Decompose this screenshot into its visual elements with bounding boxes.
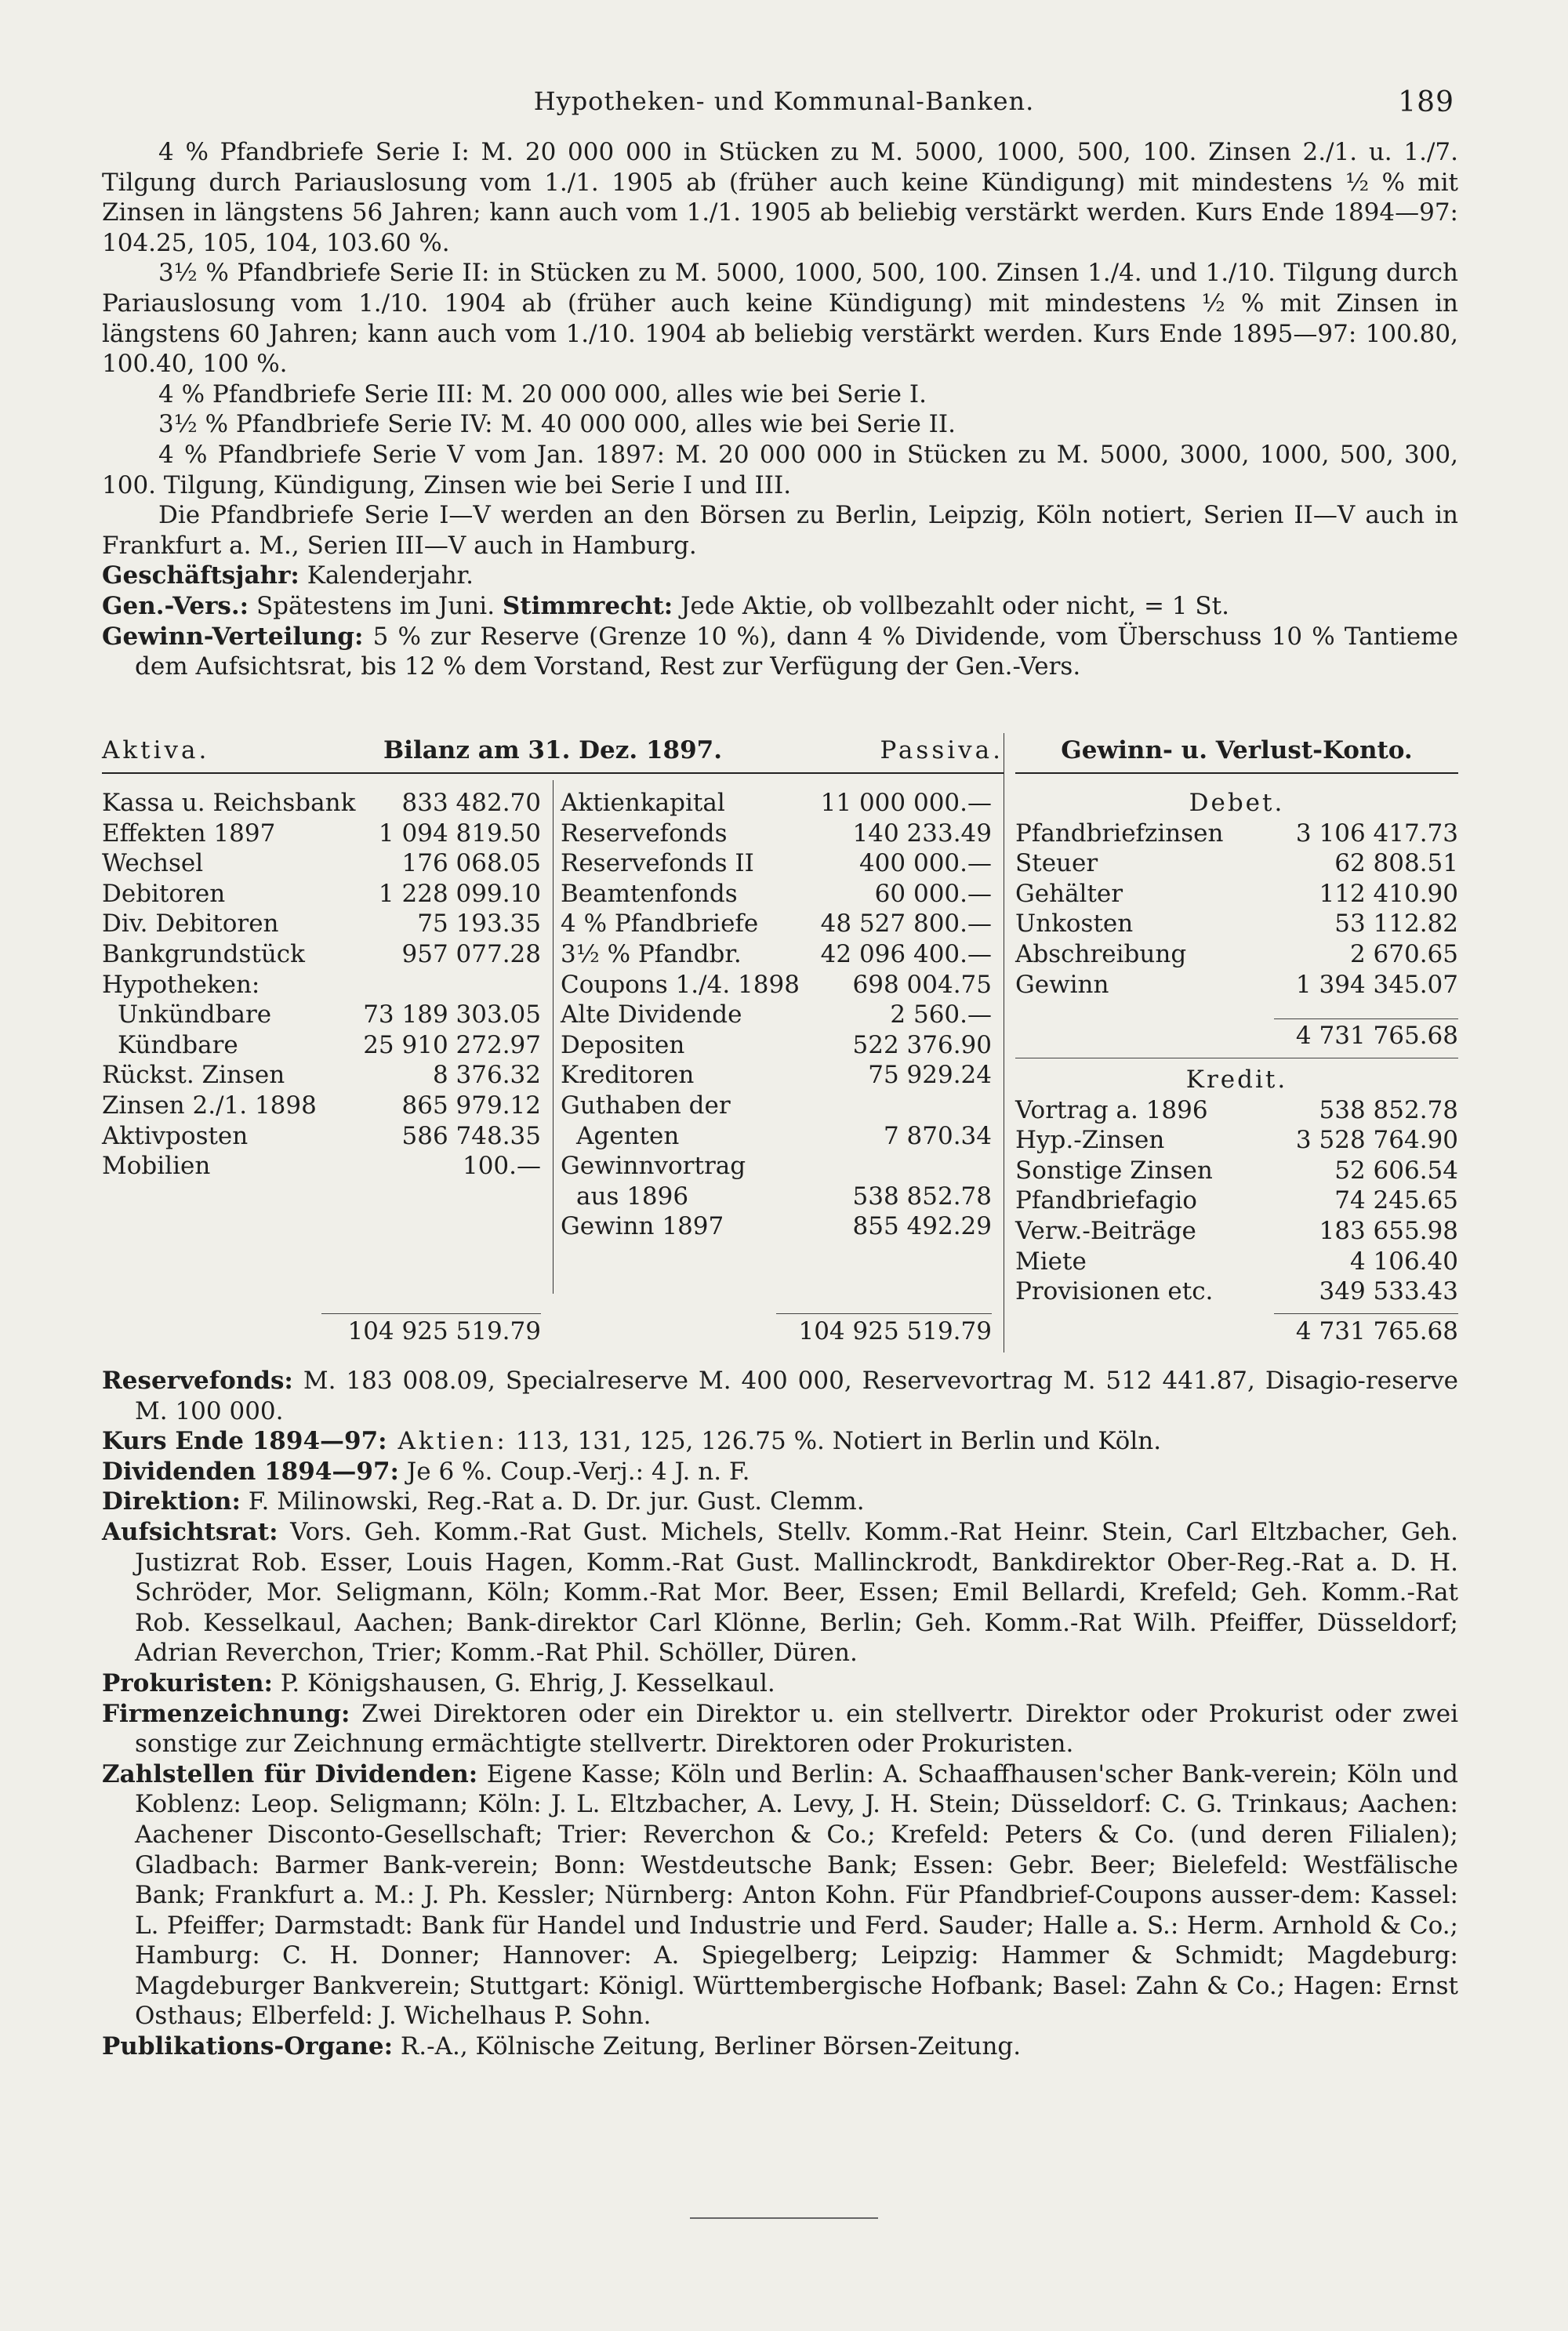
passiva-row [561, 819, 992, 849]
debet-row-value: 3 106 417.73 [1295, 819, 1458, 848]
aktiva-row [102, 1121, 541, 1152]
pfandbriefe-section [102, 137, 1458, 682]
aktiva-row-value: 586 748.35 [401, 1121, 541, 1150]
text-gen-vers: Spätestens im Juni. [249, 591, 503, 620]
reservefonds-line [102, 1366, 1458, 1426]
debet-row-label: Steuer [1015, 849, 1098, 878]
label-publikations-organe: Publikations-Organe: [102, 2032, 394, 2061]
aktiva-row-value: 833 482.70 [401, 789, 541, 817]
text-zahlstellen: Eigene Kasse; Köln und Berlin: A. Schaaffhausen'scher Bank-verein; Köln und Koblenz: Leop. Seligmann; Köln: J. L. Eltzbacher, A. Levy, J. H. Stein; Düsseldorf: C. G. Trinkaus; Aachen: Aachener Disconto-Gesellschaft; Trier: Reverchon & Co.; Krefeld: Peters & Co. (und deren Filialen); Gladbach: Barmer Bank-verein; Bonn: Westdeutsche Bank; Essen: Gebr. Beer; Bielefeld: Westfälische Bank; Frankfurt a. M.: J. Ph. Kessler; Nürnberg: Anton Kohn. Für Pfandbrief-Coupons ausser-dem: Kassel: L. Pfeiffer; Darmstadt: Bank für Handel und Industrie und Ferd. Sauder; Halle a. S.: Herm. Arnhold & Co.; Hamburg: C. H. Donner; Hannover: A. Spiegelberg; Leipzig: Hammer & Schmidt; Magdeburg: Magdeburger Bankverein; Stuttgart: Königl. Württembergische Hofbank; Basel: Zahn & Co.; Hagen: Ernst Osthaus; Elberfeld: J. Wichelhaus P. Sohn. [135, 1759, 1458, 2031]
kredit-row-label: Sonstige Zinsen [1015, 1156, 1213, 1185]
aktiva-row [102, 939, 541, 970]
passiva-row-label: Beamtenfonds [561, 879, 738, 908]
debet-row [1015, 970, 1458, 1000]
passiva-row-label: Agenten [576, 1121, 680, 1150]
text-kurs: 113, 131, 125, 126.75 %. Notiert in Berlin und Köln. [507, 1427, 1162, 1456]
gewinn-verteilung-line [102, 622, 1458, 682]
passiva-row-label: Alte Dividende [561, 1000, 742, 1029]
debet-row-label: Abschreibung [1015, 939, 1187, 968]
kredit-row-label: Verw.-Beiträge [1015, 1216, 1196, 1245]
aktiva-row-label: Debitoren [102, 879, 226, 908]
label-gewinn-verteilung: Gewinn-Verteilung: [102, 622, 364, 651]
passiva-sum-line [776, 1313, 992, 1314]
passiva-row-label: Kreditoren [561, 1061, 695, 1090]
aktiva-list [102, 788, 541, 1182]
aktiva-row-label: Kassa u. Reichsbank [102, 789, 356, 817]
label-firmenzeichnung: Firmenzeichnung: [102, 1699, 350, 1728]
aktiva-row-value: 73 189 303.05 [363, 1000, 541, 1029]
kurs-line [102, 1426, 1458, 1457]
guv-title: Gewinn- u. Verlust-Konto. [1061, 736, 1413, 764]
kredit-row [1015, 1156, 1458, 1186]
bilanz-rule [102, 772, 1004, 774]
label-gen-vers: Gen.-Vers.: [102, 591, 249, 620]
aktiva-row [102, 1030, 541, 1061]
passiva-row-label: Gewinnvortrag [561, 1152, 746, 1181]
kredit-row [1015, 1216, 1458, 1247]
aktiva-row [102, 788, 541, 819]
debet-row-label: Pfandbriefzinsen [1015, 819, 1224, 848]
label-stimmrecht: Stimmrecht: [502, 591, 673, 620]
passiva-row [561, 1030, 992, 1061]
passiva-row-value: 2 560.— [890, 1000, 992, 1029]
kredit-row-value: 349 533.43 [1319, 1277, 1458, 1306]
direktion-line [102, 1487, 1458, 1517]
passiva-row-label: Aktienkapital [561, 789, 725, 817]
label-geschaeftsjahr: Geschäftsjahr: [102, 561, 299, 590]
guv-table [1015, 733, 1458, 1352]
kredit-row-label: Hyp.-Zinsen [1015, 1126, 1165, 1155]
aktiva-row-value: 176 068.05 [401, 849, 541, 878]
geschaeftsjahr-line [102, 561, 1458, 591]
passiva-row-value: 140 233.49 [852, 819, 992, 848]
debet-row [1015, 819, 1458, 849]
text-firmenzeichnung: Zwei Direktoren oder ein Direktor u. ein stellvertr. Direktor oder Prokurist oder zwei sonstige zur Zeichnung ermächtigte stellvertr. Direktoren oder Prokuristen. [135, 1699, 1458, 1759]
label-zahlstellen: Zahlstellen für Dividenden: [102, 1759, 478, 1788]
debet-row [1015, 909, 1458, 939]
aktiva-row [102, 1060, 541, 1091]
running-title: Hypotheken- und Kommunal-Banken. [533, 86, 1035, 116]
passiva-row-value: 11 000 000.— [820, 789, 992, 817]
label-reservefonds: Reservefonds: [102, 1367, 293, 1395]
kredit-heading [1015, 1065, 1458, 1095]
text-publikations-organe: R.-A., Kölnische Zeitung, Berliner Börsen-Zeitung. [393, 2032, 1022, 2061]
debet-heading [1015, 788, 1458, 819]
paragraph-serie-4: 3½ % Pfandbriefe Serie IV: M. 40 000 000, alles wie bei Serie II. [158, 410, 956, 439]
aktiva-row-label: Kündbare [118, 1030, 238, 1059]
passiva-row-value: 538 852.78 [852, 1182, 992, 1211]
firmenzeichnung-line [102, 1699, 1458, 1759]
publikations-organe-line [102, 2031, 1458, 2062]
aufsichtsrat-line [102, 1517, 1458, 1668]
aktiva-row [102, 970, 541, 1000]
aktiva-row-value: 8 376.32 [432, 1061, 541, 1090]
passiva-row-label: aus 1896 [576, 1182, 689, 1211]
passiva-label: Passiva. [880, 736, 1004, 764]
passiva-row-value: 60 000.— [874, 879, 992, 908]
debet-list [1015, 788, 1458, 1000]
aktiva-row [102, 1151, 541, 1182]
kredit-row [1015, 1125, 1458, 1156]
kredit-row-label: Pfandbriefagio [1015, 1186, 1197, 1215]
label-direktion: Direktion: [102, 1487, 241, 1516]
label-aufsichtsrat: Aufsichtsrat: [102, 1517, 278, 1546]
debet-row-value: 2 670.65 [1349, 939, 1458, 968]
paragraph-serie-2: 3½ % Pfandbriefe Serie II: in Stücken zu M. 5000, 1000, 500, 100. Zinsen 1./4. und 1./10. Tilgung durch Pariauslosung vom 1./10. 1904 ab (früher auch keine Kündigung) mit mindestens ½ % mit Zinsen in längstens 60 Jahren; kann auch vom 1./10. 1904 ab beliebig verstärkt werden. Kurs Ende 1895—97: 100.80, 100.40, 100 %. [102, 259, 1458, 379]
label-prokuristen: Prokuristen: [102, 1668, 273, 1697]
aktiva-row [102, 1000, 541, 1030]
kredit-row-value: 52 606.54 [1334, 1156, 1458, 1185]
aktiva-row-value: 75 193.35 [417, 910, 541, 939]
passiva-row-label: Depositen [561, 1030, 685, 1059]
kredit-row-label: Miete [1015, 1247, 1087, 1276]
debet-heading-text: Debet. [1189, 789, 1285, 817]
bilanz-separator-1 [553, 780, 554, 1294]
aktiva-row-label: Effekten 1897 [102, 819, 276, 848]
passiva-row [561, 909, 992, 939]
kredit-list [1015, 1065, 1458, 1307]
kredit-row-label: Vortrag a. 1896 [1015, 1095, 1208, 1124]
aktiva-row [102, 848, 541, 879]
passiva-row-value: 522 376.90 [852, 1030, 992, 1059]
debet-row-label: Gewinn [1015, 970, 1109, 999]
label-dividenden: Dividenden 1894—97: [102, 1457, 399, 1486]
kredit-row-value: 3 528 764.90 [1295, 1126, 1458, 1155]
aktiva-row-value: 1 228 099.10 [378, 879, 541, 908]
aktiva-total-value: 104 925 519.79 [347, 1317, 541, 1345]
aktiva-row [102, 879, 541, 910]
text-direktion: F. Milinowski, Reg.-Rat a. D. Dr. jur. Gust. Clemm. [240, 1487, 865, 1516]
passiva-row-label: Guthaben der [561, 1091, 731, 1120]
kredit-row-value: 183 655.98 [1319, 1216, 1458, 1245]
aktiva-row-label: Div. Debitoren [102, 910, 279, 939]
bilanz-table [102, 733, 1004, 1352]
passiva-row [561, 1121, 992, 1152]
passiva-row-label: Reservefonds [561, 819, 728, 848]
aktiva-row-label: Unkündbare [118, 1000, 272, 1029]
debet-sum-line [1274, 1018, 1458, 1019]
aktiva-row [102, 819, 541, 849]
bilanz-title: Bilanz am 31. Dez. 1897. [383, 736, 723, 764]
kredit-row [1015, 1185, 1458, 1216]
aktiva-label: Aktiva. [102, 736, 210, 764]
text-reservefonds: M. 183 008.09, Specialreserve M. 400 000, Reservevortrag M. 512 441.87, Disagio-reserve M. 100 000. [135, 1367, 1458, 1425]
passiva-row [561, 1060, 992, 1091]
text-geschaeftsjahr: Kalenderjahr. [299, 561, 474, 590]
kredit-row-label: Provisionen etc. [1015, 1277, 1214, 1306]
debet-total-value: 4 731 765.68 [1295, 1022, 1458, 1050]
gen-vers-line [102, 591, 1458, 622]
aktiva-row-value: 1 094 819.50 [378, 819, 541, 848]
passiva-row [561, 1211, 992, 1242]
bilanz-header [102, 733, 1004, 768]
passiva-row [561, 1091, 992, 1121]
passiva-row-value: 7 870.34 [883, 1121, 992, 1150]
aktiva-row-label: Aktivposten [102, 1121, 249, 1150]
kredit-row-value: 4 106.40 [1349, 1247, 1458, 1276]
paragraph-serie-3: 4 % Pfandbriefe Serie III: M. 20 000 000, alles wie bei Serie I. [158, 379, 927, 408]
aktiva-row-label: Bankgrundstück [102, 939, 305, 968]
kredit-heading-text: Kredit. [1185, 1066, 1288, 1094]
text-aufsichtsrat: Vors. Geh. Komm.-Rat Gust. Michels, Stellv. Komm.-Rat Heinr. Stein, Carl Eltzbacher, Geh. Justizrat Rob. Esser, Louis Hagen, Komm.-Rat Gust. Mallinckrodt, Bankdirektor Ober-Reg.-Rat a. D. H. Schröder, Mor. Seligmann, Köln; Komm.-Rat Mor. Beer, Essen; Emil Bellardi, Krefeld; Geh. Komm.-Rat Rob. Kesselkaul, Aachen; Bank-direktor Carl Klönne, Berlin; Geh. Komm.-Rat Wilh. Pfeiffer, Düsseldorf; Adrian Reverchon, Trier; Komm.-Rat Phil. Schöller, Düren. [135, 1517, 1458, 1668]
aktiva-row-label: Mobilien [102, 1152, 211, 1181]
prokuristen-line [102, 1668, 1458, 1699]
kredit-row-value: 74 245.65 [1334, 1186, 1458, 1215]
kredit-row-value: 538 852.78 [1319, 1095, 1458, 1124]
passiva-row-value: 855 492.29 [852, 1212, 992, 1241]
kredit-row [1015, 1095, 1458, 1126]
label-aktien: Aktien: [387, 1427, 508, 1456]
aktiva-row-value: 100.— [462, 1152, 541, 1181]
financial-tables [102, 733, 1458, 1352]
passiva-row-label: 4 % Pfandbriefe [561, 910, 759, 939]
passiva-row-label: Coupons 1./4. 1898 [561, 970, 800, 999]
passiva-row [561, 970, 992, 1000]
passiva-row [561, 788, 992, 819]
debet-row-value: 62 808.51 [1334, 849, 1458, 878]
page-number: 189 [1398, 86, 1454, 118]
aktiva-sum-line [321, 1313, 541, 1314]
text-stimmrecht: Jede Aktie, ob vollbezahlt oder nicht, = 1 St. [673, 591, 1229, 620]
paragraph-boersen: Die Pfandbriefe Serie I—V werden an den Börsen zu Berlin, Leipzig, Köln notiert, Serien II—V auch in Frankfurt a. M., Serien III—V auch in Hamburg. [102, 501, 1458, 560]
debet-row-label: Gehälter [1015, 879, 1123, 908]
dividenden-line [102, 1457, 1458, 1487]
debet-row [1015, 848, 1458, 879]
passiva-row-value: 698 004.75 [852, 970, 992, 999]
paragraph-serie-1: 4 % Pfandbriefe Serie I: M. 20 000 000 in Stücken zu M. 5000, 1000, 500, 100. Zinsen 2./1. u. 1./7. Tilgung durch Pariauslosung vom 1./1. 1905 ab (früher auch keine Kündigung) mit mindestens ½ % mit Zinsen in längstens 56 Jahren; kann auch vom 1./1. 1905 ab beliebig verstärkt werden. Kurs Ende 1894—97: 104.25, 105, 104, 103.60 %. [102, 138, 1458, 257]
passiva-list [561, 788, 992, 1242]
debet-row-value: 1 394 345.07 [1295, 970, 1458, 999]
passiva-row [561, 939, 992, 970]
passiva-row [561, 879, 992, 910]
footer-rule [690, 2217, 878, 2219]
aktiva-row [102, 909, 541, 939]
text-dividenden: Je 6 %. Coup.-Verj.: 4 J. n. F. [398, 1457, 750, 1486]
text-gewinn-verteilung: 5 % zur Reserve (Grenze 10 %), dann 4 % Dividende, vom Überschuss 10 % Tantieme dem Aufsichtsrat, bis 12 % dem Vorstand, Rest zur Verfügung der Gen.-Vers. [135, 622, 1458, 681]
passiva-row-value: 48 527 800.— [820, 910, 992, 939]
passiva-row-value: 75 929.24 [868, 1061, 992, 1090]
aktiva-row [102, 1091, 541, 1121]
passiva-row [561, 848, 992, 879]
passiva-row-label: Reservefonds II [561, 849, 754, 878]
aktiva-row-label: Rückst. Zinsen [102, 1061, 285, 1090]
aktiva-row-value: 25 910 272.97 [363, 1030, 541, 1059]
aktiva-row-value: 957 077.28 [401, 939, 541, 968]
passiva-row-value: 400 000.— [858, 849, 992, 878]
kredit-row [1015, 1247, 1458, 1277]
passiva-row [561, 1151, 992, 1182]
aktiva-row-label: Zinsen 2./1. 1898 [102, 1091, 317, 1120]
debet-row-value: 53 112.82 [1334, 910, 1458, 939]
label-kurs: Kurs Ende 1894—97: [102, 1427, 387, 1456]
passiva-total-value: 104 925 519.79 [798, 1317, 992, 1345]
debet-row [1015, 939, 1458, 970]
debet-row-label: Unkosten [1015, 910, 1134, 939]
passiva-row-label: 3½ % Pfandbr. [561, 939, 742, 968]
passiva-row-value: 42 096 400.— [820, 939, 992, 968]
kredit-row [1015, 1276, 1458, 1307]
debet-row-value: 112 410.90 [1319, 879, 1458, 908]
zahlstellen-line [102, 1759, 1458, 2031]
company-info-section [102, 1366, 1458, 2062]
aktiva-row-label: Wechsel [102, 849, 204, 878]
aktiva-row-label: Hypotheken: [102, 970, 260, 999]
guv-header [1015, 733, 1458, 768]
text-prokuristen: P. Königshausen, G. Ehrig, J. Kesselkaul. [272, 1668, 775, 1697]
passiva-row [561, 1182, 992, 1212]
passiva-row [561, 1000, 992, 1030]
kredit-total-value: 4 731 765.68 [1295, 1317, 1458, 1345]
kredit-sum-line [1274, 1313, 1458, 1314]
debet-row [1015, 879, 1458, 910]
guv-rule [1015, 772, 1458, 774]
paragraph-serie-5: 4 % Pfandbriefe Serie V vom Jan. 1897: M. 20 000 000 in Stücken zu M. 5000, 3000, 1000, 500, 300, 100. Tilgung, Kündigung, Zinsen wie bei Serie I und III. [102, 440, 1458, 499]
passiva-row-label: Gewinn 1897 [561, 1212, 724, 1241]
aktiva-row-value: 865 979.12 [401, 1091, 541, 1120]
